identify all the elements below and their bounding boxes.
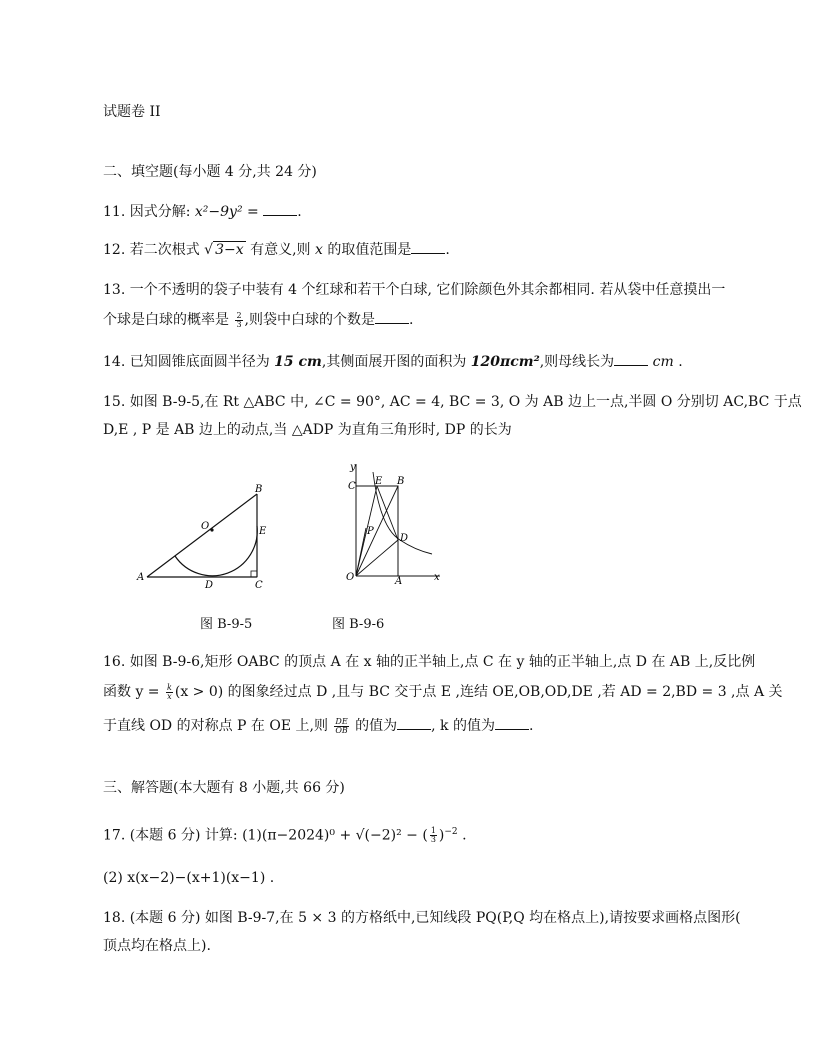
answer-blank <box>263 203 297 216</box>
q13-post: ,则袋中白球的个数是 <box>244 312 375 328</box>
label-e: E <box>259 526 267 537</box>
q17-exponent: −2 <box>444 827 458 837</box>
answer-blank <box>614 353 648 366</box>
label-p: P <box>367 526 374 537</box>
semicircle <box>175 526 257 576</box>
q13-end: . <box>409 312 414 328</box>
q11-text: 11. 因式分解: <box>103 204 195 220</box>
q11-end: . <box>297 204 302 220</box>
label-e: E <box>375 476 383 487</box>
q16-end: . <box>528 718 534 734</box>
point-o <box>210 528 213 531</box>
fraction-k-over-x: $\frac{k}{x}$ <box>167 682 172 701</box>
q12-mid: 有意义,则 <box>245 242 315 258</box>
label-o: O <box>201 521 210 532</box>
answer-blank <box>397 717 431 730</box>
q13-pre: 个球是白球的概率是 <box>103 312 234 328</box>
q11-expr: x²−9y² = <box>194 204 264 220</box>
right-angle-mark <box>251 571 257 577</box>
side-ab <box>147 494 257 577</box>
q12-post: 的取值范围是 <box>322 242 412 258</box>
q12-radicand: 3−x <box>215 242 244 258</box>
q14-radius: 15 cm <box>274 354 322 370</box>
q16-mid2: , k 的值为 <box>431 718 495 734</box>
question-13-line1: 13. 一个不透明的袋子中装有 4 个红球和若干个白球, 它们除颜色外其余都相同. 若从袋中任意摸出一 <box>103 282 726 298</box>
q16-pre: 于直线 OD 的对称点 P 在 OE 上,则 <box>103 718 333 734</box>
question-16-line2 <box>103 682 783 702</box>
q12-var: x <box>315 242 323 258</box>
label-o: O <box>346 572 355 583</box>
answer-blank <box>411 241 445 254</box>
question-17-line2: (2) x(x−2)−(x+1)(x−1) . <box>103 870 275 886</box>
figure-b-9-5 <box>135 480 275 590</box>
question-16-line1: 16. 如图 B-9-6,矩形 OABC 的顶点 A 在 x 轴的正半轴上,点 C 在 y 轴的正半轴上,点 D 在 AB 上,反比例 <box>103 654 756 670</box>
label-y: y <box>350 462 356 473</box>
question-12: 12. 若二次根式 √ 3−x 有意义,则 x 的取值范围是 . <box>103 242 450 258</box>
question-18-line2: 顶点均在格点上). <box>103 938 211 954</box>
label-b: B <box>397 476 405 487</box>
q14-post: ,则母线长为 <box>539 354 615 370</box>
q17-end: . <box>457 827 467 844</box>
label-d: D <box>400 533 409 544</box>
q16-text: (x > 0) 的图象经过点 D ,且与 BC 交于点 E ,连结 OE,OB,OD,DE ,若 AD = 2,BD = 3 ,点 A 关 <box>174 684 783 700</box>
q12-end: . <box>445 242 450 258</box>
q14-area: 120πcm² <box>470 354 540 370</box>
question-15-line1: 15. 如图 B-9-5,在 Rt △ABC 中, ∠C = 90°, AC = 4, BC = 3, O 为 AB 边上一点,半圆 O 分别切 AC,BC 于点 <box>103 394 802 410</box>
q14-pre: 14. 已知圆锥底面圆半径为 <box>103 354 275 370</box>
question-16-line3 <box>103 716 533 736</box>
q14-mid: ,其侧面展开图的面积为 <box>321 354 471 370</box>
q16-mid: 的值为 <box>350 718 398 734</box>
label-a: A <box>395 576 403 587</box>
caption-b-9-6: 图 B-9-6 <box>332 617 385 632</box>
q17-text: 17. (本题 6 分) 计算: (1)(π−2024)⁰ + √(−2)² − <box>103 827 423 844</box>
header: 试题卷 II <box>103 104 161 120</box>
caption-b-9-5: 图 B-9-5 <box>200 617 253 632</box>
label-a: A <box>137 572 145 583</box>
fraction: $\frac{2}{3}$ <box>236 310 242 329</box>
answer-blank <box>375 311 409 324</box>
question-11 <box>103 202 302 222</box>
segment-de <box>377 486 398 540</box>
question-14 <box>103 352 683 372</box>
label-c: C <box>255 580 263 590</box>
answer-blank <box>495 717 529 730</box>
fraction-de-over-ob: $\frac{DE}{OB}$ <box>335 716 348 735</box>
section-3-title: 三、解答题(本大题有 8 小题,共 66 分) <box>103 780 345 796</box>
question-15-line2: D,E , P 是 AB 边上的动点,当 △ADP 为直角三角形时, DP 的长为 <box>103 422 512 438</box>
label-c: C <box>348 481 356 492</box>
label-d: D <box>205 580 214 590</box>
question-13-line2 <box>103 310 413 330</box>
label-b: B <box>255 484 263 495</box>
fraction: $\frac{1}{3}$ <box>430 826 436 845</box>
question-18-line1: 18. (本题 6 分) 如图 B-9-7,在 5 × 3 的方格纸中,已知线段 PQ(P,Q 均在格点上),请按要求画格点图形( <box>103 910 741 926</box>
label-x: x <box>434 572 440 583</box>
q14-unit: cm <box>648 354 674 370</box>
segment-ob <box>356 486 398 576</box>
q16-func: 函数 y = <box>103 684 164 700</box>
q14-end: . <box>673 354 683 370</box>
figure-b-9-6 <box>340 458 450 588</box>
q12-text: 12. 若二次根式 <box>103 242 205 258</box>
question-17-line1: 17. (本题 6 分) 计算: (1)(π−2024)⁰ + √(−2)² − ( $\frac{1}{3}$ )$^{-2}$ . <box>103 826 467 845</box>
section-2-title: 二、填空题(每小题 4 分,共 24 分) <box>103 164 317 180</box>
